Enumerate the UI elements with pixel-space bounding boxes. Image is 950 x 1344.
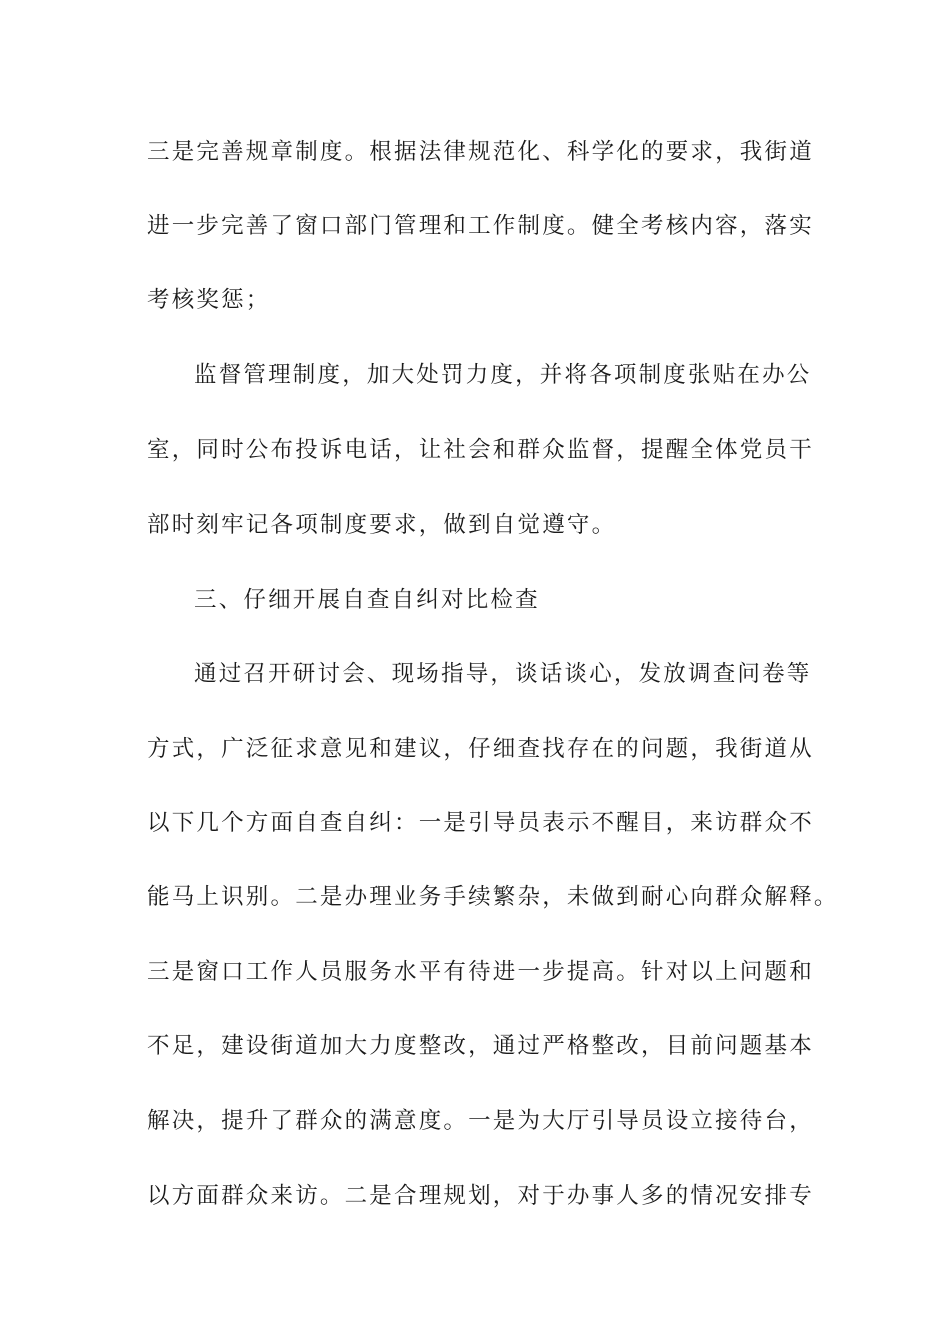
text-line: 考核奖惩；	[147, 287, 271, 313]
text-line: 方式，广泛征求意见和建议，仔细查找存在的问题，我街道从	[147, 736, 814, 762]
text-line: 以下几个方面自查自纠：一是引导员表示不醒目，来访群众不	[147, 810, 814, 836]
text-line: 解决，提升了群众的满意度。一是为大厅引导员设立接待台，	[147, 1108, 814, 1134]
paragraph-start-line: 监督管理制度，加大处罚力度，并将各项制度张贴在办公	[194, 362, 812, 388]
text-line: 以方面群众来访。二是合理规划，对于办事人多的情况安排专	[147, 1183, 814, 1209]
section-heading: 三、仔细开展自查自纠对比检查	[194, 587, 540, 613]
text-line: 能马上识别。二是办理业务手续繁杂，未做到耐心向群众解释。	[147, 884, 839, 910]
text-line: 部时刻牢记各项制度要求，做到自觉遵守。	[147, 512, 617, 538]
paragraph-start-line: 通过召开研讨会、现场指导，谈话谈心，发放调查问卷等	[194, 661, 812, 687]
text-line: 不足，建设街道加大力度整改，通过严格整改，目前问题基本	[147, 1033, 814, 1059]
text-line: 三是完善规章制度。根据法律规范化、科学化的要求，我街道	[147, 139, 814, 165]
text-line: 室，同时公布投诉电话，让社会和群众监督，提醒全体党员干	[147, 437, 814, 463]
text-line: 三是窗口工作人员服务水平有待进一步提高。针对以上问题和	[147, 959, 814, 985]
text-line: 进一步完善了窗口部门管理和工作制度。健全考核内容，落实	[147, 213, 814, 239]
